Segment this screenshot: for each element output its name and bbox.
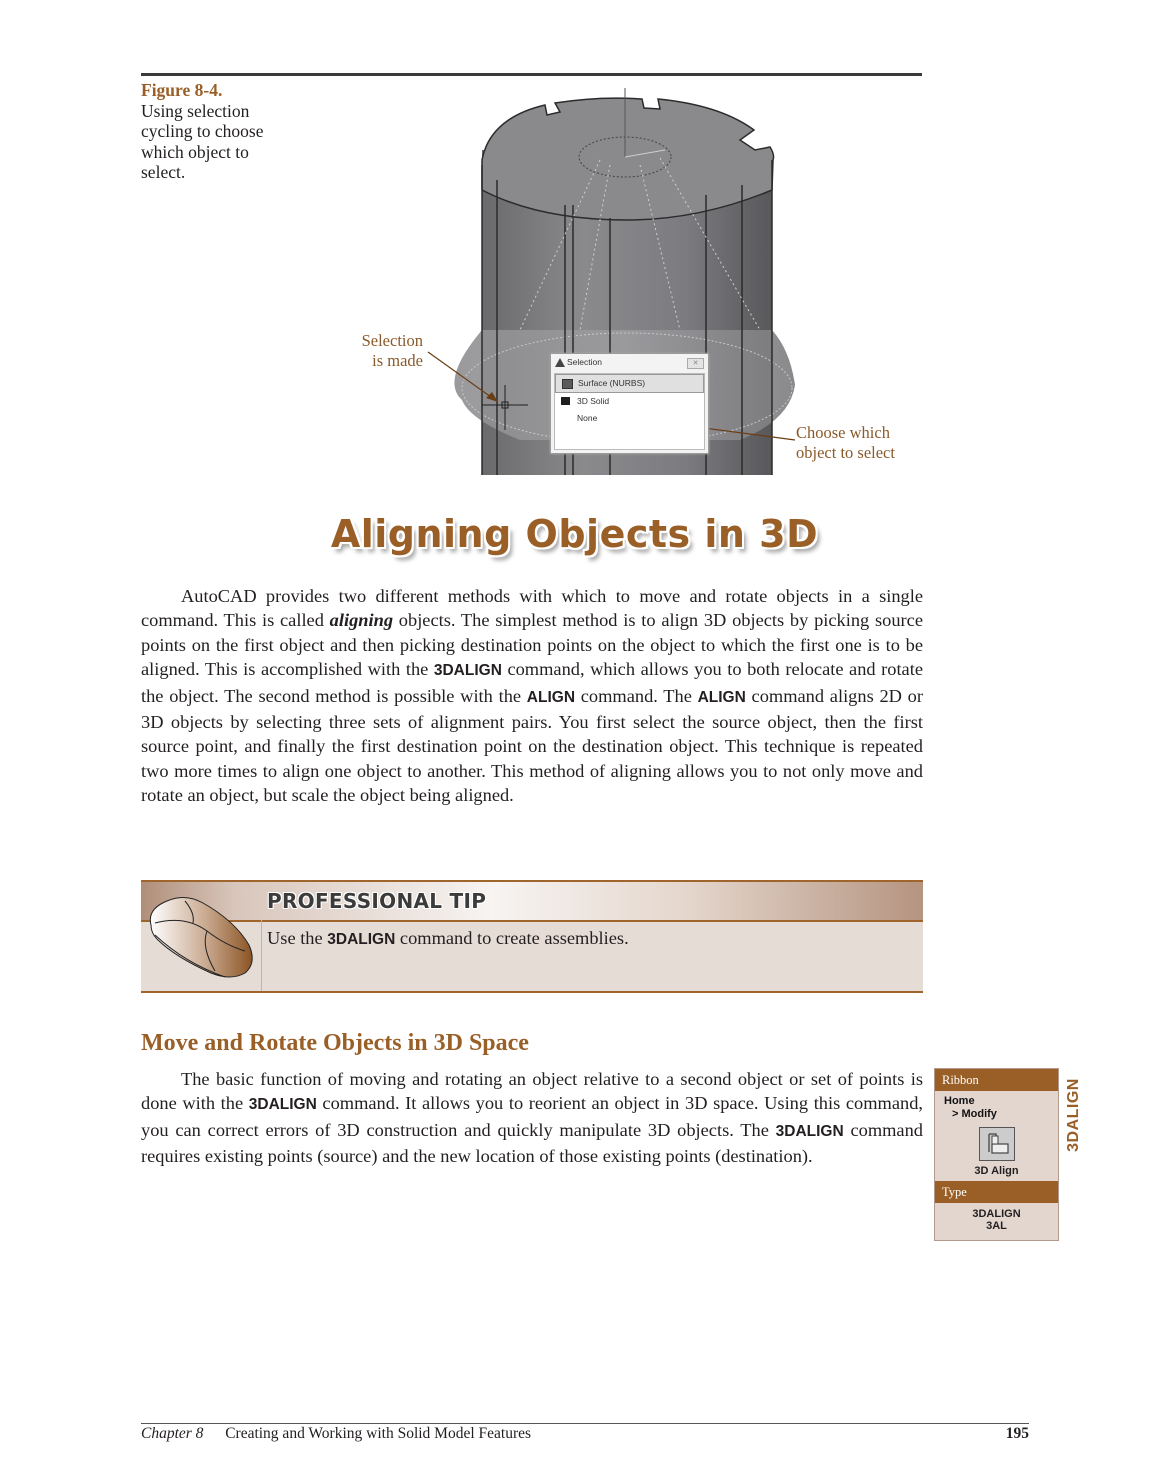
swatch-icon	[561, 397, 570, 405]
ribbon-path	[935, 1091, 1058, 1121]
figure-label: Figure 8-4.	[141, 80, 223, 100]
chapter-title: Creating and Working with Solid Model Features	[225, 1425, 532, 1442]
command-name: 3DALIGN	[248, 1096, 317, 1114]
footer-rule	[141, 1423, 1029, 1424]
selection-list	[554, 373, 705, 450]
item-label: 3D Solid	[577, 396, 610, 406]
3d-align-icon	[980, 1128, 1014, 1160]
dialog-title: Selection	[567, 357, 602, 367]
command-name: ALIGN	[526, 688, 576, 706]
command-name: 3DALIGN	[433, 662, 502, 680]
text: command, which allows you to both relocate and rotate the object. The second method is possible with the	[141, 659, 923, 706]
emphasis-term: aligning	[329, 610, 394, 631]
tip-title: PROFESSIONAL TIP	[267, 889, 487, 913]
dialog-titlebar	[551, 354, 708, 371]
caption-line: select.	[141, 162, 186, 182]
text: command. It allows you to reorient an object in 3D space. Using this command, you can correct errors of 3D construction and quickly manipulate 3D objects. The	[141, 1093, 923, 1140]
text: command aligns 2D or 3D objects by selecting three sets of alignment pairs. You first select the source object, then the first source point, and finally the first destination point on the destination object. This technique is repeated two more times to align one object to another. This method of aligning allows you to not only move and rotate an object, but scale the object being aligned.	[141, 685, 923, 806]
figure-caption	[141, 80, 301, 183]
ribbon-header: Ribbon	[935, 1069, 1058, 1091]
margin-command-label	[1063, 1070, 1085, 1160]
command-alias: 3AL	[986, 1220, 1007, 1232]
callout-choose-object	[796, 423, 895, 462]
vertical-label: 3DALIGN	[1065, 1078, 1082, 1152]
intro-paragraph	[141, 584, 923, 808]
caption-line: which object to	[141, 141, 249, 162]
caption-line: Using selection	[141, 100, 250, 121]
tip-header-band	[141, 882, 923, 922]
page-footer	[141, 1425, 1029, 1443]
professional-tip-box	[141, 880, 923, 993]
text: command. The	[575, 685, 698, 706]
item-label: Surface (NURBS)	[578, 378, 646, 388]
text: The basic function of moving and rotating an object relative to a second object or set of points is done with the	[141, 1069, 923, 1114]
close-icon[interactable]: ✕	[687, 358, 704, 369]
subsection-paragraph	[141, 1067, 923, 1169]
callout-line: Selection	[361, 331, 423, 350]
command-access-box	[934, 1068, 1059, 1241]
command-name: 3DALIGN	[972, 1208, 1021, 1220]
text: AutoCAD provides two different methods with which to move and rotate objects in a single command. This is called	[141, 586, 923, 631]
text: command requires existing points (source) and the new location of those existing points (destination).	[141, 1119, 923, 1167]
3d-align-button[interactable]	[979, 1127, 1015, 1161]
button-label: 3D Align	[974, 1165, 1019, 1177]
type-header: Type	[935, 1181, 1058, 1203]
mouse-icon	[145, 887, 257, 983]
section-heading: Aligning Objects in 3D	[330, 512, 819, 556]
autocad-logo-icon	[555, 358, 565, 367]
selection-item-3d-solid[interactable]	[555, 393, 704, 410]
swatch-icon	[562, 379, 573, 389]
selection-dialog	[550, 353, 709, 454]
command-name: 3DALIGN	[327, 931, 396, 948]
ribbon-panel: > Modify	[952, 1108, 997, 1120]
command-name: 3DALIGN	[775, 1122, 844, 1140]
divider	[261, 920, 262, 991]
command-name: ALIGN	[697, 688, 746, 706]
text: command to create assemblies.	[395, 928, 629, 948]
page-number: 195	[1005, 1425, 1029, 1442]
callout-selection-made	[355, 331, 423, 370]
text: Use the	[267, 928, 328, 948]
tip-text	[267, 928, 629, 949]
text: objects. The simplest method is to align 3D objects by picking source points on the first object and then picking destination points on the object to which the first one is to be aligned. This is accomplished with the	[141, 610, 923, 680]
callout-line: Choose which	[796, 423, 890, 442]
callout-line: object to select	[796, 442, 895, 462]
selection-item-none[interactable]	[555, 410, 704, 427]
callout-line: is made	[372, 350, 423, 370]
ribbon-tab: Home	[944, 1095, 975, 1107]
selection-item-surface[interactable]	[555, 374, 704, 393]
caption-line: cycling to choose	[141, 121, 264, 141]
subsection-heading: Move and Rotate Objects in 3D Space	[141, 1030, 529, 1056]
item-label: None	[577, 413, 598, 423]
type-commands	[935, 1203, 1058, 1232]
chapter-label: Chapter 8	[141, 1425, 204, 1442]
figure-top-rule	[141, 73, 922, 76]
